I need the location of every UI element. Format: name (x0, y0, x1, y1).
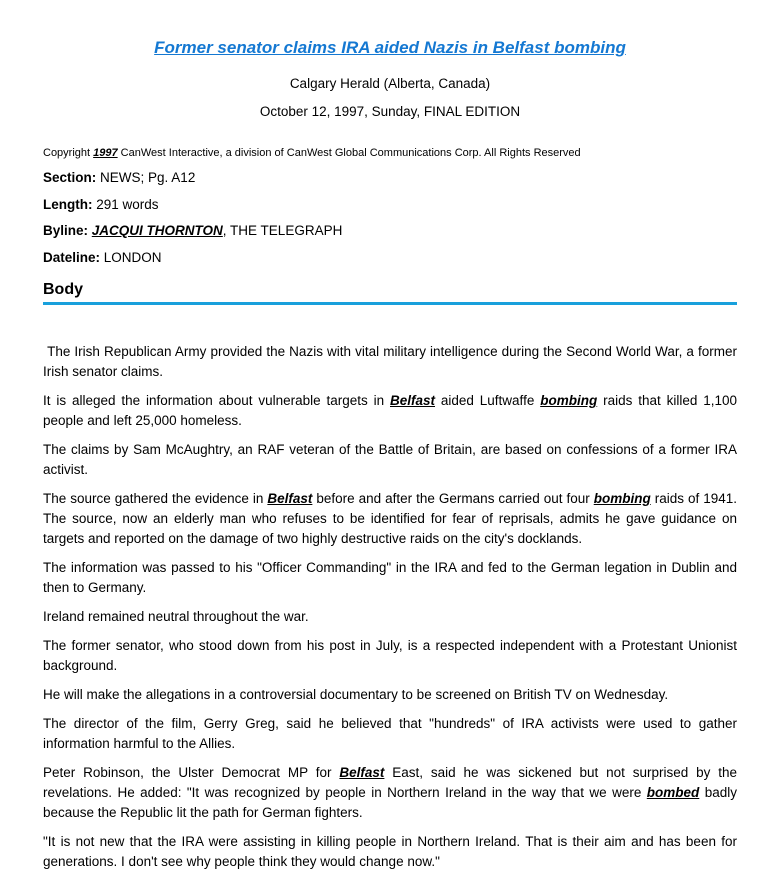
copyright-year: 1997 (93, 147, 118, 159)
emphasized-term: Belfast (339, 765, 385, 780)
article-paragraph (43, 391, 737, 431)
paragraph-text: before and after the Germans carried out four (312, 491, 594, 506)
emphasized-term: bombed (646, 785, 700, 800)
byline-label: Byline: (43, 223, 89, 238)
paragraph-text: The claims by Sam McAughtry, an RAF veteran of the Battle of Britain, are based on confessions of a former IRA activist. (43, 442, 737, 477)
dateline-label: Dateline: (43, 249, 101, 265)
article-paragraph (43, 636, 737, 676)
paragraph-text: The director of the film, Gerry Greg, said he believed that "hundreds" of IRA activists were used to gather information harmful to the Allies. (43, 716, 737, 751)
article-paragraph (43, 440, 737, 480)
body-section-heading: Body (43, 281, 83, 298)
article-paragraph (43, 558, 737, 598)
byline-author: JACQUI THORNTON (91, 223, 223, 238)
paragraph-text: Ireland remained neutral throughout the war. (43, 609, 309, 624)
article-paragraph (43, 489, 737, 549)
meta-length-row (43, 197, 737, 213)
copyright-suffix: CanWest Interactive, a division of CanWest Global Communications Corp. All Rights Reserved (117, 147, 581, 159)
paragraph-text: badly because the Republic lit the path for German fighters. (43, 785, 737, 820)
emphasized-term: bombing (593, 491, 651, 506)
emphasized-term: Belfast (390, 393, 436, 408)
meta-section-row (43, 170, 737, 186)
publication-name: Calgary Herald (Alberta, Canada) (289, 76, 491, 91)
meta-dateline-row (43, 250, 737, 266)
paragraph-text: He will make the allegations in a controversial documentary to be screened on British TV on Wednesday. (43, 687, 669, 702)
paragraph-text: The Irish Republican Army provided the Nazis with vital military intelligence during the Second World War, a former Irish senator claims. (43, 344, 737, 379)
section-label: Section: (43, 170, 97, 185)
length-label: Length: (43, 196, 93, 212)
article-paragraph (43, 607, 737, 627)
copyright-prefix: Copyright (43, 147, 94, 159)
article-body (43, 342, 737, 872)
article-paragraph (43, 763, 737, 823)
paragraph-text: "It is not new that the IRA were assisting in killing people in Northern Ireland. That is their aim and has been for generations. I don't see why people think they would change now." (43, 834, 737, 869)
paragraph-text: raids that killed 1,100 people and left 25,000 homeless. (43, 393, 737, 428)
paragraph-text: Peter Robinson, the Ulster Democrat MP for (43, 765, 340, 780)
paragraph-text: It is alleged the information about vulnerable targets in (43, 393, 390, 408)
article-paragraph (43, 714, 737, 754)
paragraph-text: The information was passed to his "Officer Commanding" in the IRA and fed to the German legation in Dublin and then to Germany. (43, 560, 737, 595)
length-value: 291 words (96, 196, 159, 212)
paragraph-text: The former senator, who stood down from his post in July, is a respected independent with a Protestant Unionist background. (43, 638, 737, 673)
paragraph-text: aided Luftwaffe (435, 393, 541, 408)
article-paragraph (43, 685, 737, 705)
byline-agency: , THE TELEGRAPH (222, 223, 343, 238)
paragraph-text: raids of 1941. The source, now an elderly man who refuses to be identified for fear of reprisals, admits he gave guidance on targets and reported on the damage of two highly destructive raids on the city's docklands. (43, 491, 738, 546)
paragraph-text: The source gathered the evidence in (43, 491, 268, 506)
article-paragraph (43, 832, 737, 872)
section-divider (43, 302, 737, 305)
article-title-link[interactable]: Former senator claims IRA aided Nazis in Belfast bombing (154, 38, 626, 57)
section-value: NEWS; Pg. A12 (100, 170, 196, 185)
publication-date-edition: October 12, 1997, Sunday, FINAL EDITION (259, 104, 521, 119)
meta-byline-row (43, 223, 737, 239)
copyright-line (43, 147, 737, 159)
emphasized-term: Belfast (267, 491, 313, 506)
dateline-value: LONDON (103, 249, 162, 265)
article-paragraph (43, 342, 737, 382)
paragraph-text: East, said he was sickened but not surprised by the revelations. He added: "It was recognized by people in Northern Ireland in the way that we were (43, 765, 737, 800)
emphasized-term: bombing (540, 393, 598, 408)
